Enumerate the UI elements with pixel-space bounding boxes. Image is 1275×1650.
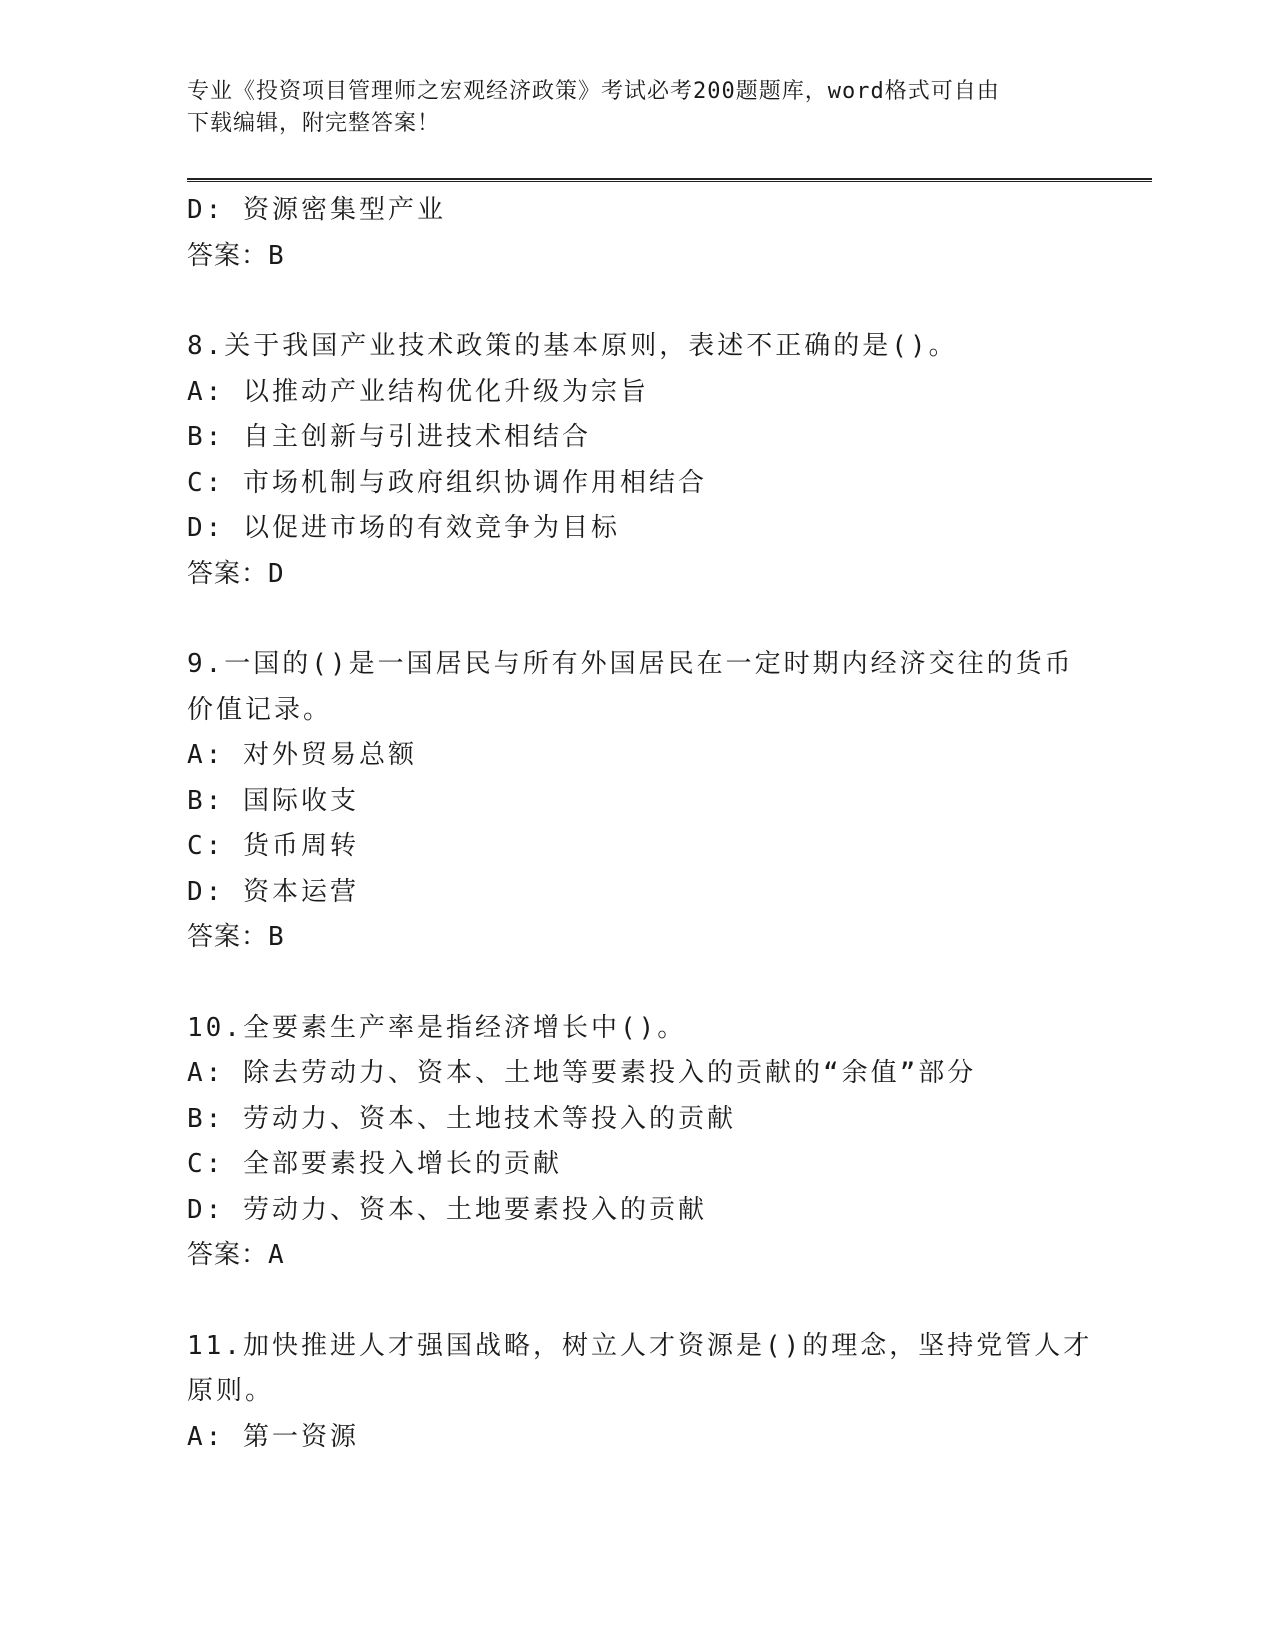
- option-a: A: 以推动产业结构优化升级为宗旨: [187, 376, 649, 407]
- spacer: [187, 1279, 1087, 1324]
- option-b: B: 自主创新与引进技术相结合: [187, 422, 591, 452]
- option-c: C: 全部要素投入增长的贡献: [187, 1149, 562, 1179]
- option-a: A: 第一资源: [187, 1421, 359, 1452]
- question-block: [187, 642, 1087, 961]
- answer-line: 答案：B: [187, 922, 285, 952]
- question-text-continued: 原则。: [187, 1376, 275, 1406]
- header-line-1: 专业《投资项目管理师之宏观经济政策》考试必考200题题库，word格式可自由: [187, 79, 1000, 104]
- question-text: 11.加快推进人才强国战略，树立人才资源是()的理念，坚持党管人才: [187, 1330, 1093, 1361]
- question-text: 10.全要素生产率是指经济增长中()。: [187, 1012, 687, 1043]
- option-b: B: 国际收支: [187, 785, 359, 816]
- header-divider: [187, 178, 1152, 182]
- option-d: D: 劳动力、资本、土地要素投入的贡献: [187, 1194, 707, 1225]
- answer-line: 答案：B: [187, 240, 285, 271]
- header-line-2: 下载编辑，附完整答案！: [187, 111, 441, 136]
- option-d: D: 资本运营: [187, 876, 359, 907]
- question-text: 8.关于我国产业技术政策的基本原则，表述不正确的是()。: [187, 331, 958, 361]
- spacer: [187, 597, 1087, 642]
- question-text: 9.一国的()是一国居民与所有外国居民在一定时期内经济交往的货币: [187, 649, 1074, 679]
- option-a: A: 除去劳动力、资本、土地等要素投入的贡献的“余值”部分: [187, 1058, 977, 1088]
- question-list: [187, 188, 1093, 1460]
- option-a: A: 对外贸易总额: [187, 740, 417, 770]
- answer-line: 答案：A: [187, 1240, 285, 1270]
- document-header: [187, 76, 1087, 140]
- spacer: [187, 961, 1087, 1006]
- answer-line: 答案：D: [187, 558, 285, 589]
- question-block: [187, 1006, 1087, 1279]
- option-d: D: 资源密集型产业: [187, 195, 446, 225]
- option-b: B: 劳动力、资本、土地技术等投入的贡献: [187, 1103, 736, 1134]
- option-c: C: 市场机制与政府组织协调作用相结合: [187, 467, 707, 498]
- spacer: [187, 279, 1087, 324]
- question-text-continued: 价值记录。: [187, 694, 333, 725]
- option-c: C: 货币周转: [187, 831, 359, 861]
- option-d: D: 以促进市场的有效竞争为目标: [187, 513, 620, 543]
- question-block: [187, 1324, 1093, 1461]
- question-block: [187, 324, 1087, 597]
